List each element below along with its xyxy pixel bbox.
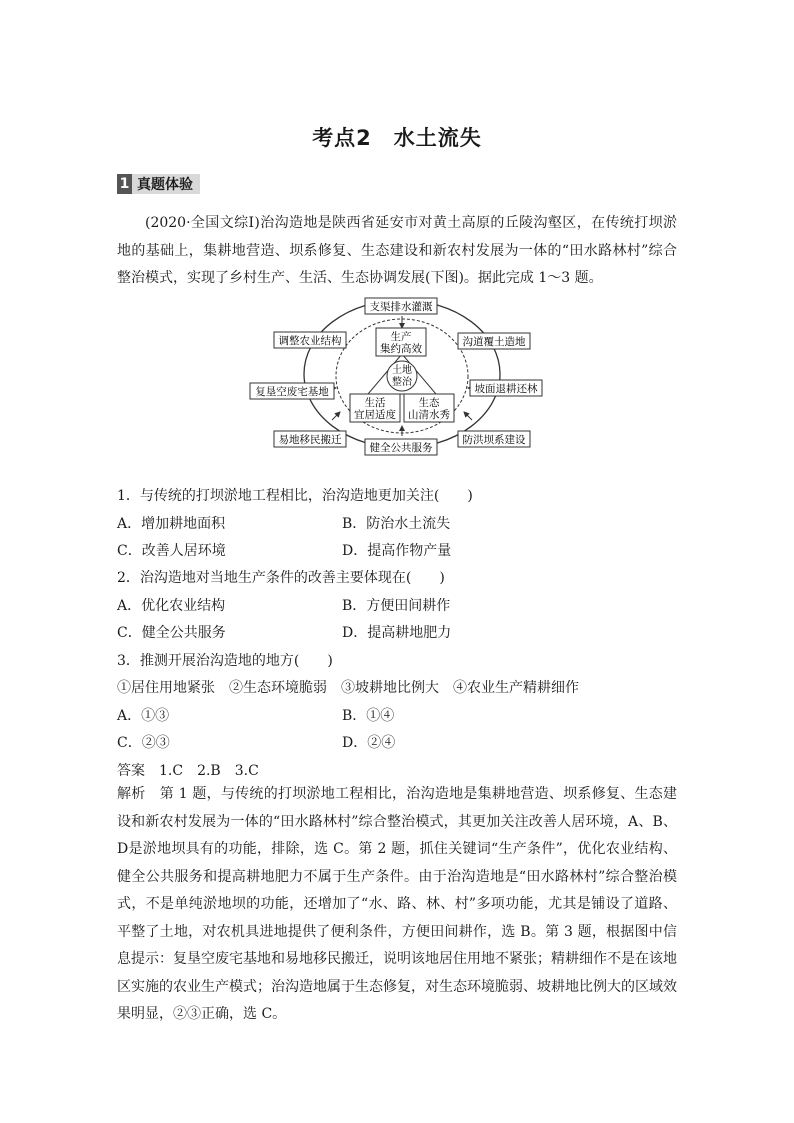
intro-paragraph: (2020·全国文综Ⅰ)治沟造地是陕西省延安市对黄土高原的丘陵沟壑区，在传统打坝淤地的基础上，集耕地营造、坝系修复、生态建设和新农村发展为一体的“田水路林村”综合整治模式，实现了乡村生产、生活、生态协调发展(下图)。据此完成 1～3 题。 xyxy=(117,215,677,286)
svg-text:坡面退耕还林: 坡面退耕还林 xyxy=(474,383,538,395)
outer-box-lower-left xyxy=(274,431,346,447)
question-1-stem: 1．与传统的打坝淤地工程相比，治沟造地更加关注( ) xyxy=(117,488,473,504)
svg-text:整治: 整治 xyxy=(392,377,412,388)
q1-option-c: C．改善人居环境 xyxy=(117,543,226,559)
q3-option-a: A．①③ xyxy=(117,708,170,724)
answer-label: 答案 xyxy=(117,763,145,779)
svg-text:防洪坝系建设: 防洪坝系建设 xyxy=(462,434,526,446)
question-3-stem: 3．推测开展治沟造地的地方( ) xyxy=(117,653,333,669)
question-2-stem: 2．治沟造地对当地生产条件的改善主要体现在( ) xyxy=(117,570,445,586)
q2-option-a: A．优化农业结构 xyxy=(117,598,226,614)
inner-box-ecology xyxy=(404,394,454,422)
section-label: 真题体验 xyxy=(132,174,200,194)
q3-option-d: D．②④ xyxy=(342,735,396,751)
outer-box-bottom xyxy=(365,439,437,455)
svg-text:沟道覆土造地: 沟道覆土造地 xyxy=(462,336,526,348)
page-title: 考点2 水土流失 xyxy=(312,126,482,150)
inner-box-production xyxy=(376,328,426,356)
q2-option-b: B．方便田间耕作 xyxy=(342,598,451,614)
outer-box-left xyxy=(250,383,334,399)
svg-text:调整农业结构: 调整农业结构 xyxy=(278,335,342,347)
svg-text:山清水秀: 山清水秀 xyxy=(408,409,450,421)
outer-box-top xyxy=(365,298,437,314)
analysis-paragraph xyxy=(117,781,677,1029)
svg-text:生产: 生产 xyxy=(390,331,412,343)
analysis-label: 解析 xyxy=(117,786,146,802)
section-header xyxy=(117,173,200,195)
svg-text:复垦空废宅基地: 复垦空废宅基地 xyxy=(255,386,329,398)
section-number: 1 xyxy=(117,174,132,194)
q3-option-c: C．②③ xyxy=(117,735,170,751)
svg-text:生活: 生活 xyxy=(364,397,386,409)
outer-box-upper-right xyxy=(458,333,530,349)
q1-option-d: D．提高作物产量 xyxy=(342,543,452,559)
svg-text:宜居适度: 宜居适度 xyxy=(354,409,396,421)
answer-line xyxy=(117,760,259,780)
outer-box-upper-left xyxy=(274,332,346,348)
svg-text:支渠排水灌溉: 支渠排水灌溉 xyxy=(369,301,433,313)
inner-box-living xyxy=(350,394,400,422)
q1-option-b: B．防治水土流失 xyxy=(342,516,451,532)
outer-box-lower-right xyxy=(458,431,530,447)
q2-option-c: C．健全公共服务 xyxy=(117,625,226,641)
answer-text: 1.C 2.B 3.C xyxy=(159,763,259,779)
center-circle xyxy=(387,361,417,391)
q3-option-b: B．①④ xyxy=(342,708,395,724)
svg-text:生态: 生态 xyxy=(418,397,440,409)
svg-text:易地移民搬迁: 易地移民搬迁 xyxy=(278,434,342,446)
analysis-text: 第 1 题，与传统的打坝淤地工程相比，治沟造地是集耕地营造、坝系修复、生态建设和新农村发展为一体的“田水路林村”综合整治模式，其更加关注改善人居环境，A、B、D是淤地坝具有的功能，排除，选 C。第 2 题，抓住关键词“生产条件”，优化农业结构、健全公共服务和提高耕地肥力不属于生产条件。由于治沟造地是“田水路林村”综合整治模式，不是单纯淤地坝的功能，还增加了“水、路、林、村”多项功能，尤其是铺设了道路、平整了土地，对农机具进地提供了便利条件，方便田间耕作，选 B。第 3 题，根据图中信息提示：复垦空废宅基地和易地移民搬迁，说明该地居住用地不紧张；精耕细作不是在该地区实施的农业生产模式；治沟造地属于生态修复，对生态环境脆弱、坡耕地比例大的区域效果明显，②③正确，选 C。 xyxy=(117,786,678,1022)
q1-option-a: A．增加耕地面积 xyxy=(117,516,226,532)
svg-text:健全公共服务: 健全公共服务 xyxy=(369,442,433,454)
diagram xyxy=(240,294,560,456)
svg-text:集约高效: 集约高效 xyxy=(380,343,422,355)
q2-option-d: D．提高耕地肥力 xyxy=(342,625,452,641)
outer-box-right xyxy=(470,380,542,396)
q3-items: ①居住用地紧张 ②生态环境脆弱 ③坡耕地比例大 ④农业生产精耕细作 xyxy=(117,680,579,696)
svg-text:土地: 土地 xyxy=(392,365,412,376)
